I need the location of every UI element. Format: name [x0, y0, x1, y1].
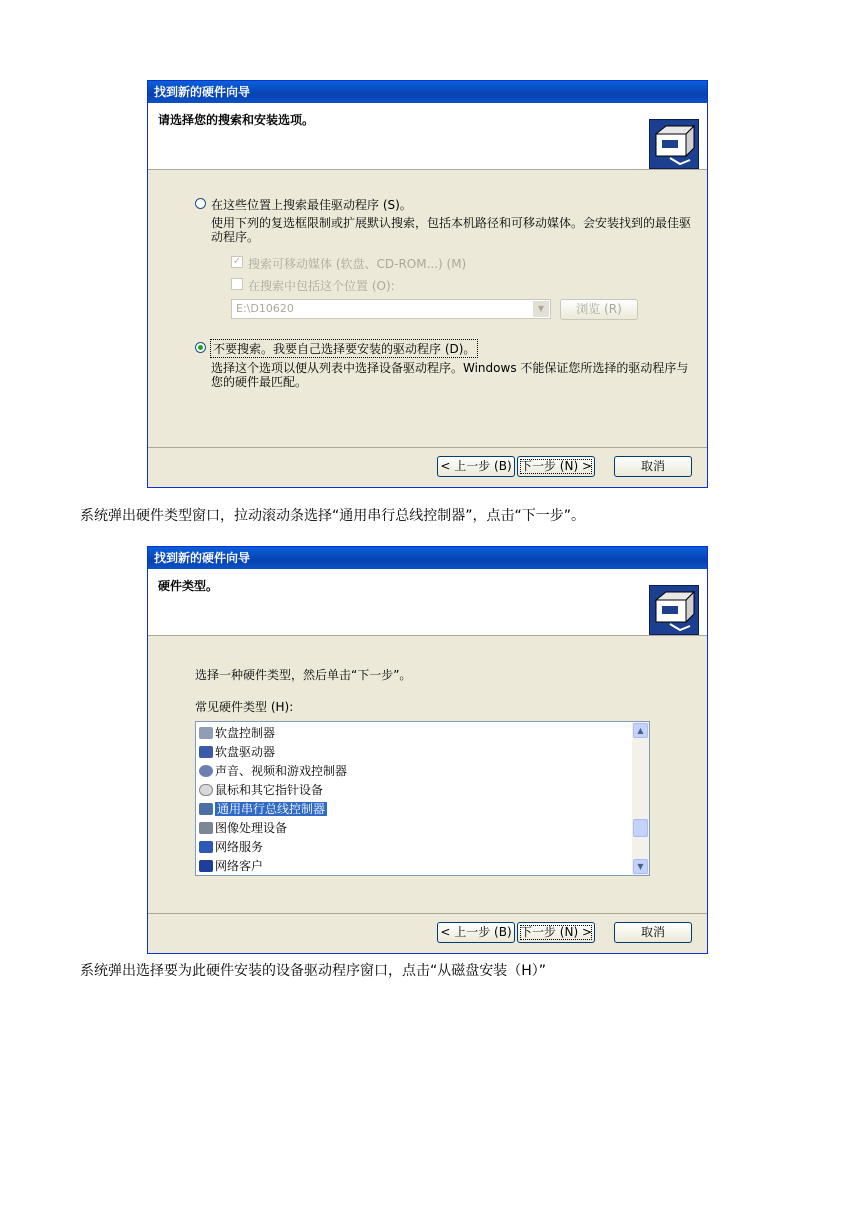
- header-title: 请选择您的搜索和安装选项。: [158, 113, 315, 127]
- cancel-button[interactable]: 取消: [614, 456, 692, 477]
- list-item[interactable]: 网络服务: [199, 838, 263, 857]
- wizard-header: [148, 103, 707, 170]
- sound-icon: [199, 765, 213, 777]
- radio-manual-description: 选择这个选项以便从列表中选择设备驱动程序。Windows 不能保证您所选择的驱动程序与您的硬件最匹配。: [211, 361, 689, 389]
- radio-manual[interactable]: [195, 342, 206, 353]
- next-button[interactable]: 下一步 (N) >: [517, 456, 595, 477]
- path-value: E:\D10620: [236, 302, 294, 315]
- path-combobox[interactable]: [231, 299, 551, 319]
- camera-icon: [199, 822, 213, 834]
- list-label: 常见硬件类型 (H):: [195, 700, 294, 714]
- list-scrollbar[interactable]: [632, 722, 649, 875]
- checkbox-location-label: 在搜索中包括这个位置 (O):: [248, 279, 395, 293]
- floppy-controller-icon: [199, 727, 213, 739]
- back-button[interactable]: < 上一步 (B): [437, 922, 515, 943]
- hardware-wizard-icon: [649, 119, 699, 169]
- instruction-text: 选择一种硬件类型，然后单击“下一步”。: [195, 668, 412, 682]
- network-service-icon: [199, 841, 213, 853]
- list-item[interactable]: 软盘控制器: [199, 724, 275, 743]
- list-item[interactable]: 通用串行总线控制器: [199, 800, 327, 819]
- list-item[interactable]: 声音、视频和游戏控制器: [199, 762, 347, 781]
- list-item[interactable]: 鼠标和其它指针设备: [199, 781, 323, 800]
- cancel-button[interactable]: 取消: [614, 922, 692, 943]
- usb-icon: [199, 803, 213, 815]
- window-title: 找到新的硬件向导: [148, 81, 707, 103]
- radio-manual-label[interactable]: 不要搜索。我要自己选择要安装的驱动程序 (D)。: [213, 342, 476, 356]
- wizard-header: [148, 569, 707, 636]
- dropdown-arrow-icon[interactable]: ▼: [533, 301, 549, 317]
- radio-search-description: 使用下列的复选框限制或扩展默认搜索，包括本机路径和可移动媒体。会安装找到的最佳驱动程序。: [211, 216, 692, 244]
- window-title: 找到新的硬件向导: [148, 547, 707, 569]
- wizard-window-hardware-type: [147, 546, 708, 954]
- list-item[interactable]: 图像处理设备: [199, 819, 287, 838]
- browse-button[interactable]: 浏览 (R): [560, 299, 638, 320]
- scroll-down-icon[interactable]: ▼: [633, 859, 648, 874]
- back-button[interactable]: < 上一步 (B): [437, 456, 515, 477]
- checkbox-removable-media[interactable]: ✓: [232, 256, 242, 267]
- caption-hardware-type: 系统弹出硬件类型窗口，拉动滚动条选择“通用串行总线控制器”，点击“下一步”。: [80, 508, 586, 524]
- network-client-icon: [199, 860, 213, 872]
- checkbox-removable-label: 搜索可移动媒体 (软盘、CD-ROM...) (M): [248, 257, 467, 271]
- header-title: 硬件类型。: [158, 579, 219, 593]
- hardware-wizard-icon: [649, 585, 699, 635]
- caption-driver-select: 系统弹出选择要为此硬件安装的设备驱动程序窗口，点击“从磁盘安装（H）”: [80, 963, 547, 979]
- radio-search-label[interactable]: 在这些位置上搜索最佳驱动程序 (S)。: [211, 198, 412, 212]
- next-button[interactable]: 下一步 (N) >: [517, 922, 595, 943]
- mouse-icon: [199, 784, 213, 796]
- wizard-window-search-options: [147, 80, 708, 488]
- checkbox-include-location[interactable]: [231, 278, 243, 290]
- scroll-thumb[interactable]: [633, 819, 648, 837]
- scroll-up-icon[interactable]: ▲: [633, 723, 648, 738]
- list-item[interactable]: 网络客户: [199, 857, 263, 876]
- hardware-type-list[interactable]: [195, 721, 650, 876]
- radio-search[interactable]: [195, 198, 206, 209]
- footer-divider: [148, 913, 707, 914]
- floppy-drive-icon: [199, 746, 213, 758]
- list-item[interactable]: 软盘驱动器: [199, 743, 275, 762]
- footer-divider: [148, 447, 707, 448]
